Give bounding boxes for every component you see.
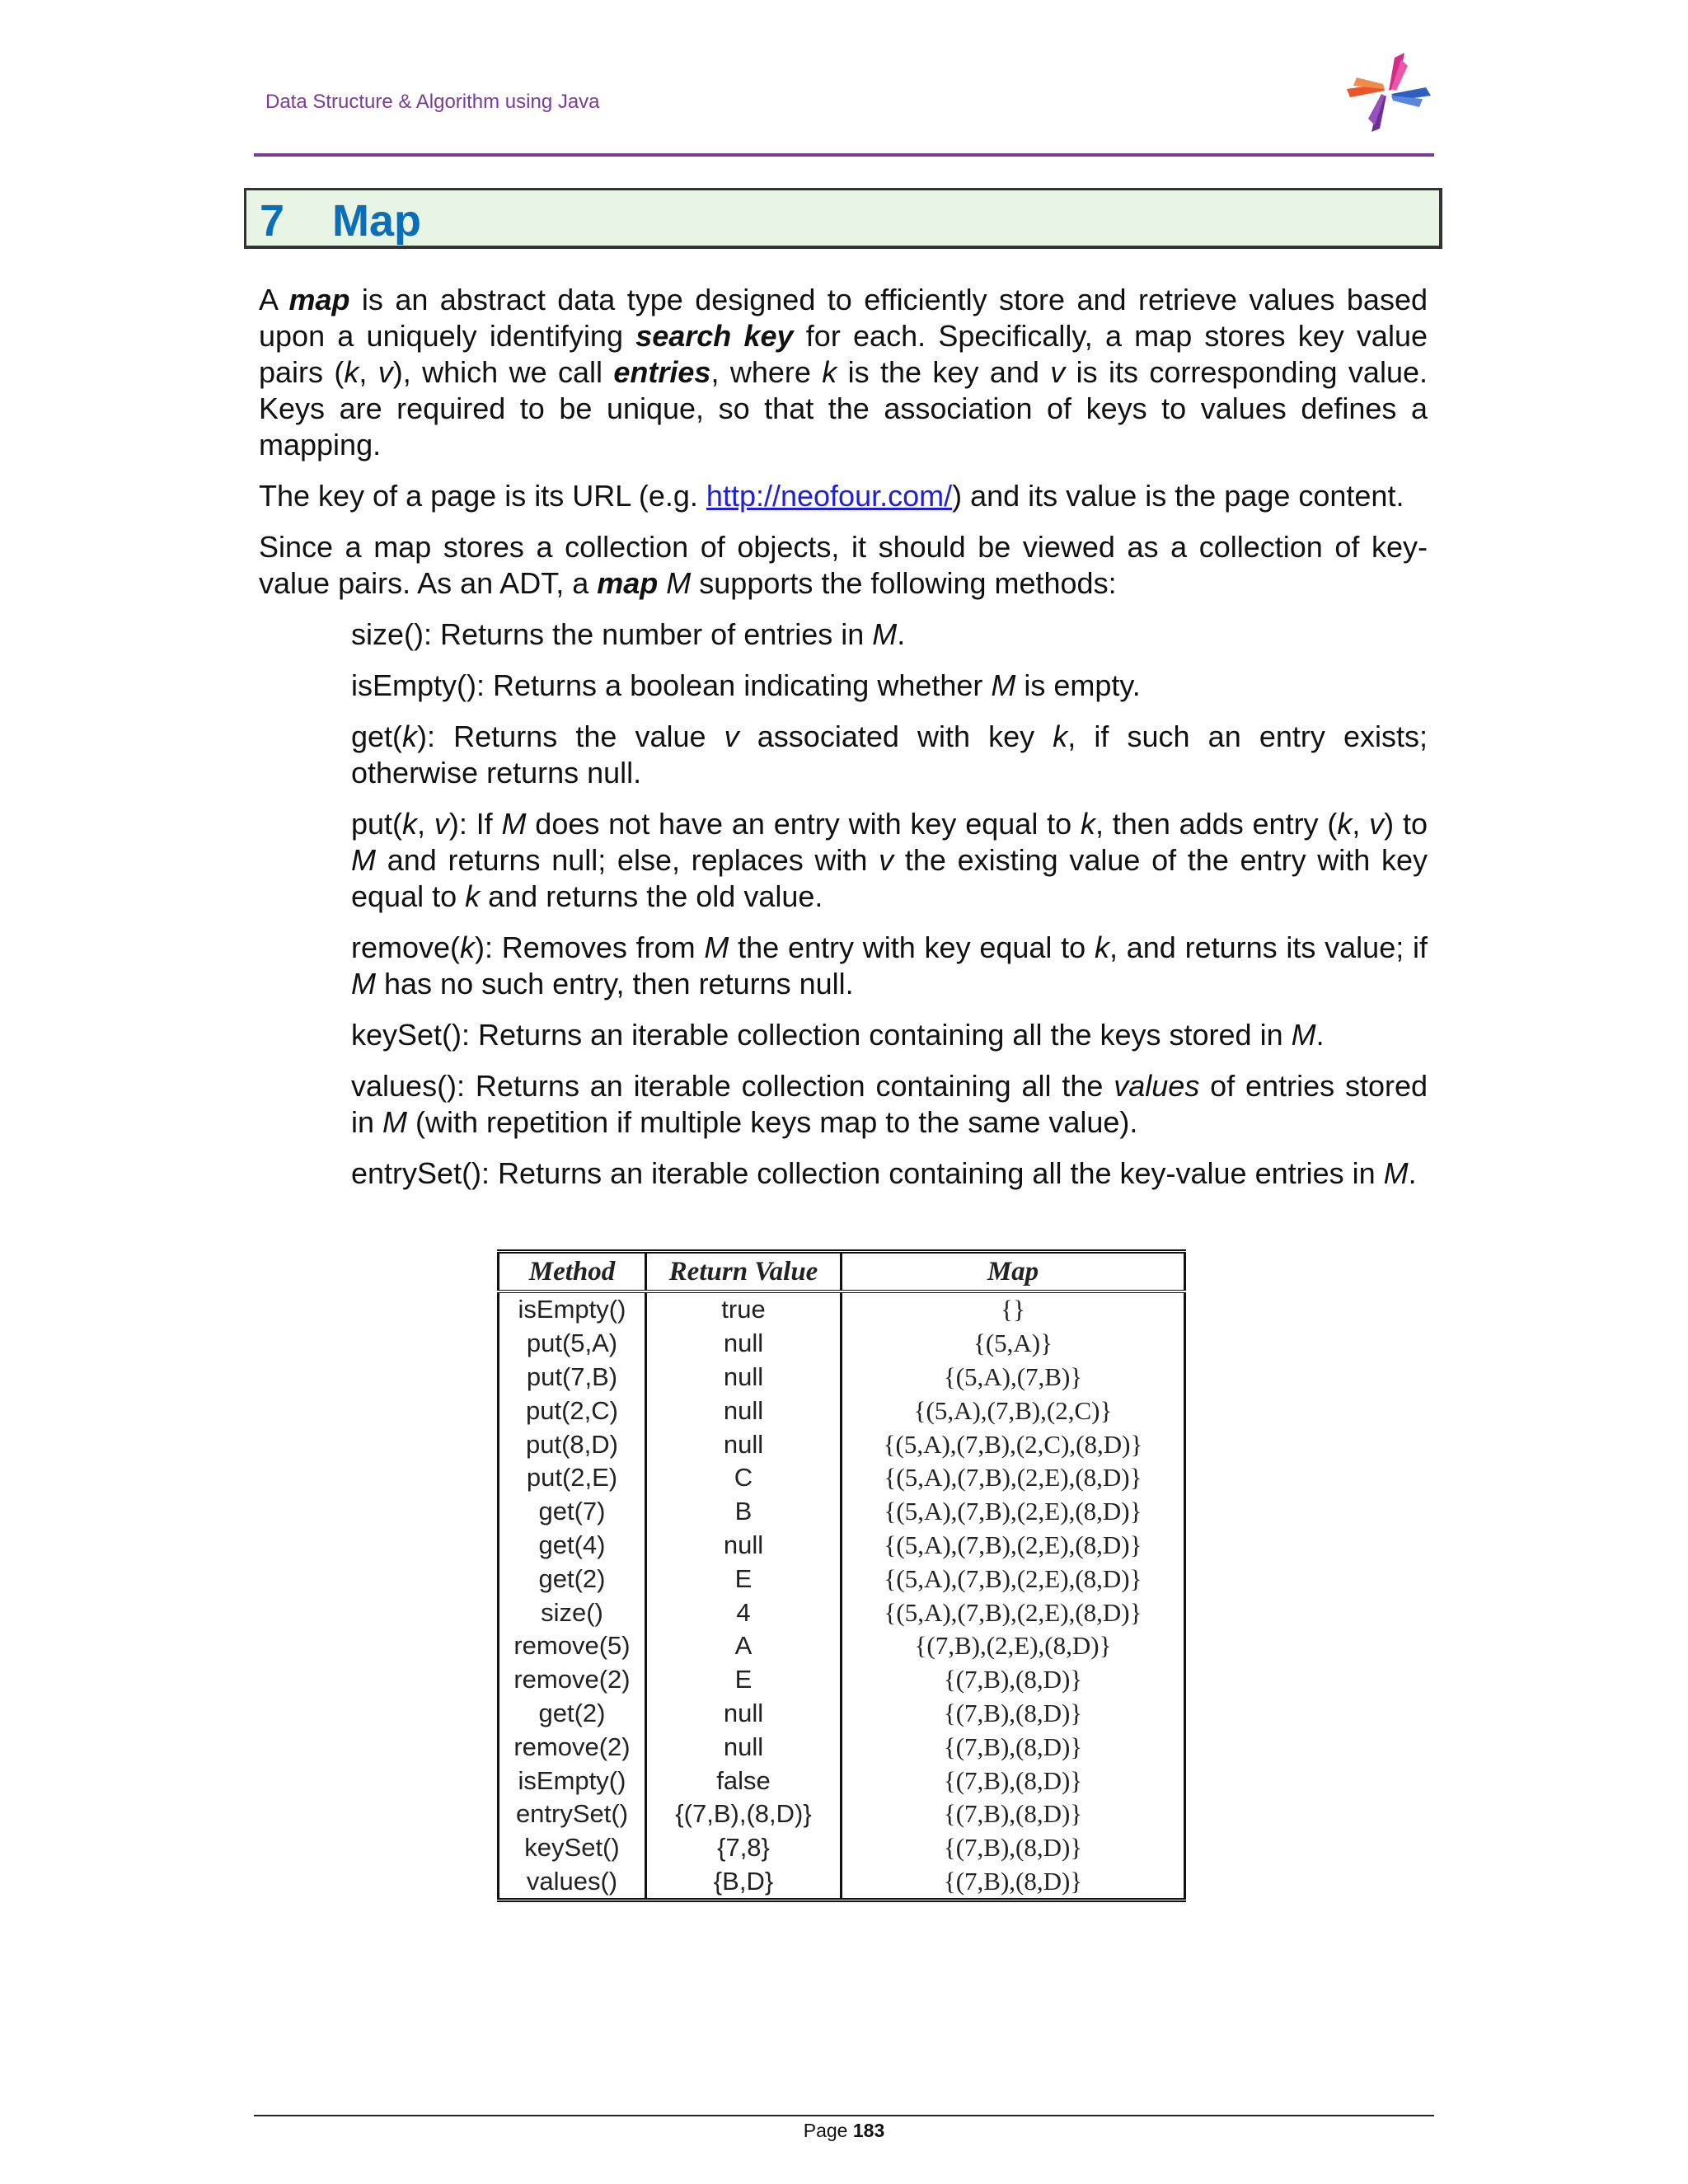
chapter-title: Map [332,196,421,246]
map-cell: {(5,A),(7,B),(2,E),(8,D)} [884,1530,1142,1559]
page-number: 183 [852,2120,885,2141]
map-cell: {(7,B),(8,D)} [943,1799,1083,1829]
method-cell: remove(5) [499,1629,646,1663]
table-row [499,1697,1185,1731]
method-cell: get(2) [499,1697,646,1731]
column-header-method: Method [499,1252,646,1292]
table-row [499,1427,1185,1461]
return-value-cell: false [646,1764,842,1797]
column-header-map: Map [842,1252,1185,1292]
return-value-cell: true [646,1291,842,1327]
map-cell: {(5,A),(7,B),(2,E),(8,D)} [884,1497,1142,1526]
return-value-cell: C [646,1461,842,1495]
map-cell: {(7,B),(8,D)} [943,1732,1083,1761]
page-label: Page [803,2120,848,2141]
neofour-link[interactable]: http://neofour.com/ [706,479,953,513]
method-get: get(k): Returns the value v associated with key k, if such an entry exists; otherwise returns null. [351,719,1428,790]
map-cell: {(5,A),(7,B),(2,E),(8,D)} [884,1563,1142,1593]
table-row [499,1596,1185,1629]
method-cell: get(2) [499,1562,646,1596]
table-row [499,1865,1185,1900]
table-row [499,1730,1185,1764]
method-cell: keySet() [499,1831,646,1865]
table-row [499,1291,1185,1327]
method-cell: isEmpty() [499,1291,646,1327]
map-cell: {(7,B),(8,D)} [943,1698,1083,1727]
map-cell: {(7,B),(8,D)} [943,1866,1083,1896]
intro-paragraph-3: Since a map stores a collection of objects, it should be viewed as a collection of key-value pairs. As an ADT, a map M supports the following methods: [259,530,1428,600]
method-cell: put(2,E) [499,1461,646,1495]
method-keyset: keySet(): Returns an iterable collection containing all the keys stored in M. [351,1018,1325,1052]
map-cell: {(5,A)} [973,1329,1053,1358]
method-cell: remove(2) [499,1663,646,1697]
map-cell: {(5,A),(7,B),(2,E),(8,D)} [884,1463,1142,1493]
return-value-cell: null [646,1730,842,1764]
chapter-heading-box [244,188,1442,249]
map-cell: {(5,A),(7,B)} [943,1361,1083,1391]
method-cell: put(2,C) [499,1394,646,1427]
table-row [499,1394,1185,1427]
map-cell: {(5,A),(7,B),(2,C)} [913,1395,1113,1425]
return-value-cell: E [646,1663,842,1697]
method-cell: isEmpty() [499,1764,646,1797]
method-cell: put(5,A) [499,1327,646,1361]
table-row [499,1797,1185,1831]
table-header-row [499,1252,1185,1292]
method-cell: size() [499,1596,646,1629]
return-value-cell: null [646,1427,842,1461]
return-value-cell: {B,D} [646,1865,842,1900]
return-value-cell: null [646,1529,842,1563]
return-value-cell: null [646,1361,842,1394]
table-row [499,1663,1185,1697]
header-title: Data Structure & Algorithm using Java [265,91,600,113]
method-entryset: entrySet(): Returns an iterable collection containing all the key-value entries in M. [351,1156,1417,1190]
table-row [499,1831,1185,1865]
table-row [499,1562,1185,1596]
return-value-cell: null [646,1394,842,1427]
table-row [499,1327,1185,1361]
header-rule [254,153,1434,157]
table-row [499,1361,1185,1394]
map-cell: {(7,B),(8,D)} [943,1765,1083,1795]
chapter-number: 7 [260,196,285,246]
return-value-cell: {7,8} [646,1831,842,1865]
return-value-cell: A [646,1629,842,1663]
method-cell: put(8,D) [499,1427,646,1461]
method-cell: get(7) [499,1495,646,1529]
return-value-cell: {(7,B),(8,D)} [646,1797,842,1831]
return-value-cell: E [646,1562,842,1596]
page-footer [0,2120,1688,2142]
method-remove: remove(k): Removes from M the entry with key equal to k, and returns its value; if M has no such entry, then returns null. [351,930,1428,1001]
method-size: size(): Returns the number of entries in M. [351,617,906,651]
method-cell: remove(2) [499,1730,646,1764]
method-cell: get(4) [499,1529,646,1563]
table-row [499,1461,1185,1495]
pinwheel-logo-icon [1343,51,1434,134]
method-values: values(): Returns an iterable collection containing all the values of entries stored in M (with repetition if multiple keys map to the same value). [351,1069,1428,1139]
method-put: put(k, v): If M does not have an entry with key equal to k, then adds entry (k, v) to M and returns null; else, replaces with v the existing value of the entry with key equal to k and returns the old value. [351,807,1428,913]
map-operations-table [497,1249,1186,1902]
return-value-cell: B [646,1495,842,1529]
intro-paragraph-1: A map is an abstract data type designed to efficiently store and retrieve values based upon a uniquely identifying search key for each. Specifically, a map stores key value pairs (k, v), which we call entries, where k is the key and v is its corresponding value. Keys are required to be unique, so that the association of keys to values defines a mapping. [259,283,1428,462]
map-cell: {(5,A),(7,B),(2,E),(8,D)} [884,1597,1142,1627]
map-cell: {(7,B),(8,D)} [943,1833,1083,1863]
table-row [499,1629,1185,1663]
method-isempty: isEmpty(): Returns a boolean indicating whether M is empty. [351,668,1141,702]
table-row [499,1495,1185,1529]
return-value-cell: null [646,1697,842,1731]
return-value-cell: null [646,1327,842,1361]
map-cell: {(7,B),(2,E),(8,D)} [914,1631,1112,1661]
column-header-return-value: Return Value [646,1252,842,1292]
map-cell: {(5,A),(7,B),(2,C),(8,D)} [883,1429,1143,1459]
method-cell: entrySet() [499,1797,646,1831]
intro-paragraph-2: The key of a page is its URL (e.g. http://neofour.com/) and its value is the page content. [259,479,1404,513]
table-row [499,1764,1185,1797]
footer-rule [254,2115,1434,2116]
return-value-cell: 4 [646,1596,842,1629]
map-cell: {(7,B),(8,D)} [943,1665,1083,1694]
method-cell: values() [499,1865,646,1900]
table-row [499,1529,1185,1563]
method-cell: put(7,B) [499,1361,646,1394]
map-cell: {} [1001,1295,1025,1324]
